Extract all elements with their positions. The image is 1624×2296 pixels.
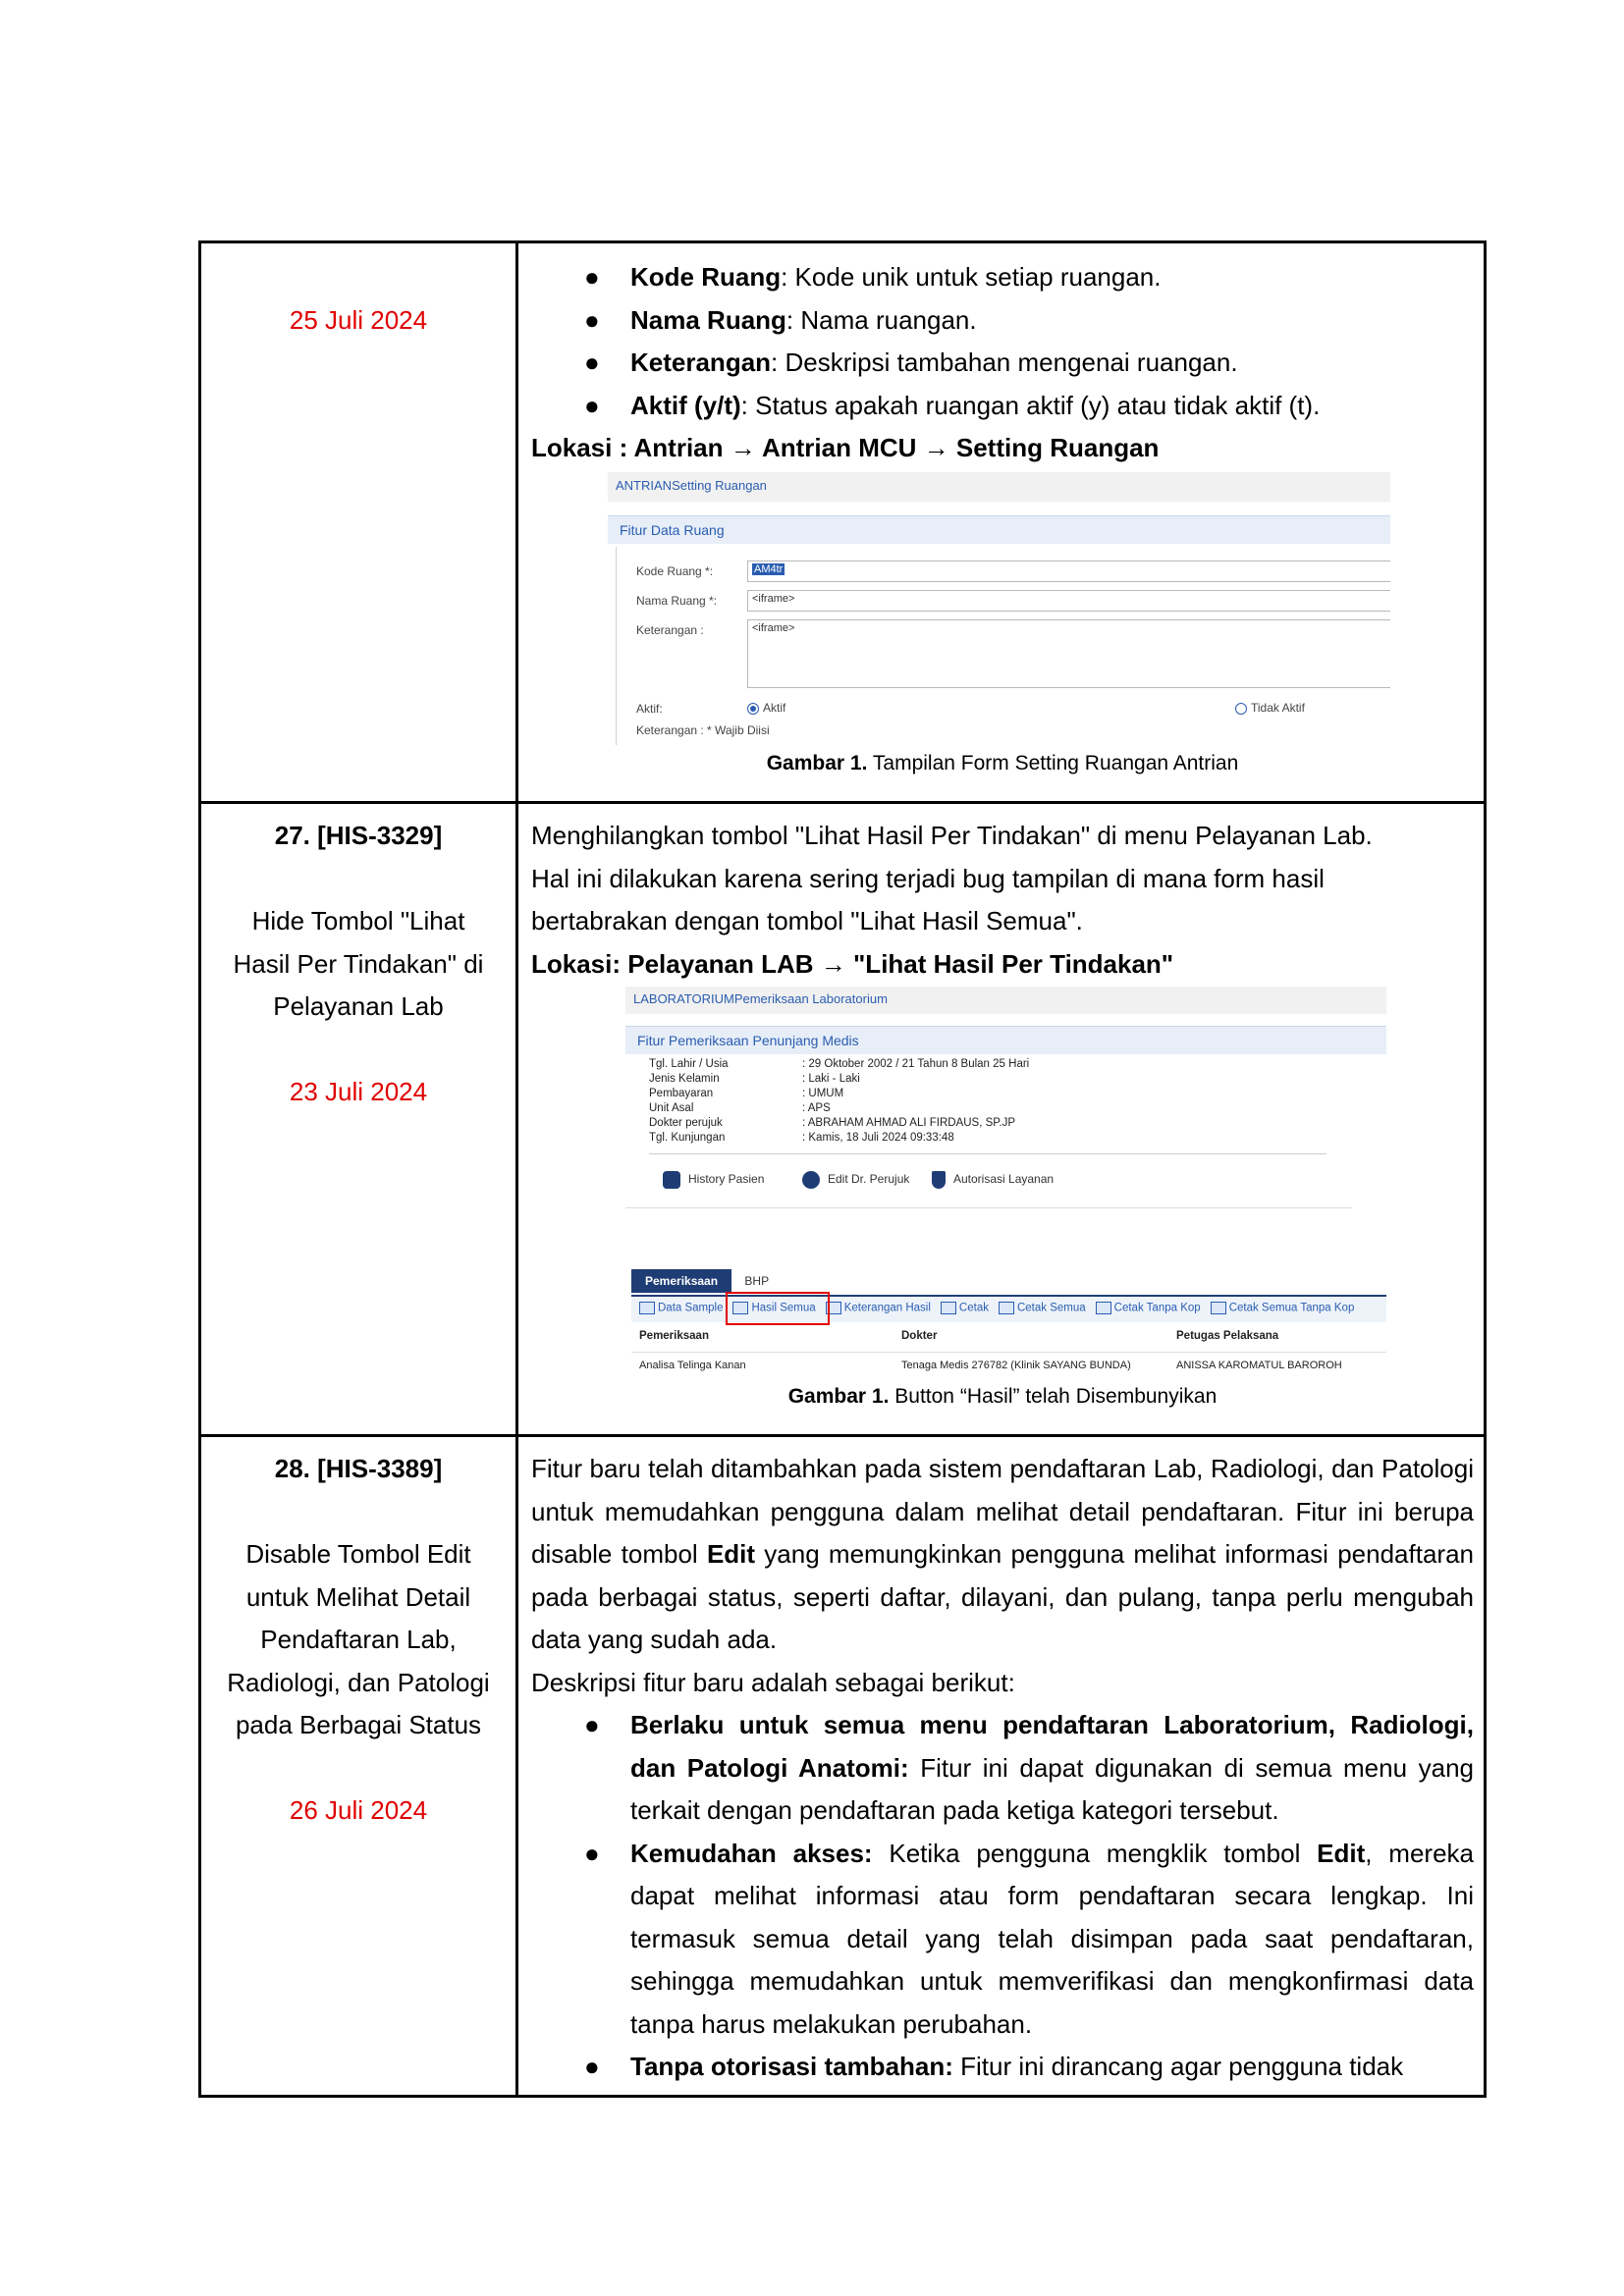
row1-content	[531, 256, 1474, 470]
row2-content	[531, 815, 1474, 986]
toolbar-label: Cetak Semua	[1016, 1303, 1086, 1314]
section-divider	[625, 1207, 1352, 1208]
keterangan-label: Keterangan :	[636, 623, 704, 637]
data-sample-button[interactable]	[639, 1302, 723, 1314]
bullet-text: : Status apakah ruangan aktif (y) atau tidak aktif (t).	[740, 390, 1321, 420]
row1-date: 25 Juli 2024	[289, 305, 428, 335]
breadcrumb-root: LABORATORIUM	[633, 991, 734, 1006]
location-path: Lokasi: Pelayanan LAB → "Lihat Hasil Per Tindakan"	[531, 948, 1174, 979]
kode-ruang-label: Kode Ruang *:	[636, 564, 714, 578]
breadcrumb	[625, 987, 1386, 1014]
tab-bar	[631, 1269, 779, 1293]
divider	[649, 1153, 1326, 1154]
figure-caption	[531, 749, 1474, 778]
bullet-item	[531, 2046, 1474, 2089]
ticket-date: 26 Juli 2024	[289, 1795, 428, 1825]
bullet-bold: Edit	[1317, 1838, 1366, 1868]
description-line: Hal ini dilakukan karena sering terjadi bug tampilan di mana form hasil	[531, 863, 1325, 893]
history-pasien-button[interactable]	[663, 1171, 764, 1189]
info-key: Dokter perujuk	[649, 1117, 723, 1129]
info-value: : ABRAHAM AHMAD ALI FIRDAUS, SP.JP	[802, 1117, 1016, 1129]
shield-icon	[932, 1171, 946, 1189]
cetak-button[interactable]	[941, 1302, 989, 1314]
aktif-label: Aktif:	[636, 702, 663, 716]
form-setting-ruangan-screenshot	[608, 472, 1390, 745]
ticket-id: 27. [HIS-3329]	[274, 821, 443, 850]
ticket-title-line: Disable Tombol Edit	[245, 1539, 471, 1569]
patient-info	[635, 1057, 1342, 1154]
bullet-term: Keterangan	[630, 347, 772, 377]
info-value: : Kamis, 18 Juli 2024 09:33:48	[802, 1132, 954, 1144]
bullet-dot: ●	[584, 304, 600, 335]
nama-ruang-label: Nama Ruang *:	[636, 594, 718, 608]
highlight-box	[726, 1292, 830, 1325]
ticket-date: 23 Juli 2024	[289, 1077, 428, 1106]
cetak-semua-button[interactable]	[999, 1302, 1086, 1314]
caption-text: Button “Hasil” telah Disembunyikan	[889, 1385, 1218, 1408]
info-key: Pembayaran	[649, 1088, 714, 1099]
caption-text: Tampilan Form Setting Ruangan Antrian	[867, 752, 1239, 774]
bullet-term: Berlaku untuk semua menu pendaftaran Laboratorium, Radiologi, dan Patologi Anatomi:	[630, 1710, 1474, 1783]
radio-tidak-aktif[interactable]	[1235, 701, 1305, 715]
calendar-icon	[639, 1302, 655, 1314]
ticket-title-line: Pendaftaran Lab,	[260, 1625, 457, 1654]
doctor-icon	[802, 1171, 820, 1189]
bullet-text: Fitur ini dirancang agar pengguna tidak	[952, 2052, 1404, 2081]
bullet-text: : Kode unik untuk setiap ruangan.	[781, 262, 1162, 292]
radio-aktif[interactable]	[747, 701, 785, 715]
toolbar-label: Cetak	[958, 1303, 989, 1314]
bullet-item	[531, 299, 1474, 343]
form-panel	[616, 547, 1390, 745]
figure-caption	[531, 1382, 1474, 1412]
edit-dr-perujuk-button[interactable]	[802, 1171, 909, 1189]
kode-ruang-value: AM4tr	[754, 563, 784, 575]
keterangan-hasil-button[interactable]	[826, 1302, 931, 1314]
autorisasi-layanan-label: Autorisasi Layanan	[953, 1172, 1055, 1187]
cetak-semua-tanpa-kop-button[interactable]	[1211, 1302, 1355, 1314]
table-cell: Analisa Telinga Kanan	[639, 1360, 746, 1371]
description-title: Deskripsi fitur baru adalah sebagai berikut:	[531, 1667, 1015, 1697]
row-divider	[201, 1434, 1484, 1437]
table-header-divider	[631, 1352, 1386, 1353]
table-cell: ANISSA KAROMATUL BAROROH	[1176, 1360, 1342, 1371]
info-key: Jenis Kelamin	[649, 1073, 720, 1085]
tab-pemeriksaan[interactable]: Pemeriksaan	[631, 1269, 731, 1293]
printer-icon	[941, 1302, 956, 1314]
column-header: Pemeriksaan	[639, 1330, 709, 1342]
bullet-item	[531, 342, 1474, 385]
bullet-dot: ●	[584, 1710, 600, 1739]
toolbar-label: Cetak Tanpa Kop	[1113, 1303, 1201, 1314]
column-divider	[515, 243, 518, 2095]
bullet-item	[531, 1704, 1474, 1833]
toolbar-label: Keterangan Hasil	[843, 1303, 931, 1314]
bullet-term: Nama Ruang	[630, 304, 786, 335]
required-note: Keterangan : * Wajib Diisi	[636, 723, 770, 737]
kode-ruang-input[interactable]	[747, 561, 1390, 582]
location-path: Lokasi : Antrian → Antrian MCU → Setting Ruangan	[531, 433, 1160, 462]
info-key: Unit Asal	[649, 1102, 694, 1114]
changelog-table	[198, 240, 1487, 2098]
info-row	[649, 1087, 1035, 1101]
bullet-text: Fitur ini dapat digunakan di semua menu yang terkait dengan pendaftaran pada ketiga kategori tersebut.	[630, 1752, 1474, 1825]
radio-unselected-icon	[1235, 703, 1247, 715]
history-pasien-label: History Pasien	[688, 1172, 765, 1187]
panel-title: Fitur Data Ruang	[608, 515, 1390, 544]
bullet-dot: ●	[584, 347, 600, 377]
info-row	[649, 1072, 1035, 1087]
radio-aktif-label: Aktif	[763, 701, 786, 715]
radio-tidak-aktif-label: Tidak Aktif	[1251, 701, 1305, 715]
breadcrumb-root: ANTRIAN	[616, 478, 673, 493]
pemeriksaan-lab-screenshot	[625, 987, 1386, 1379]
printer-icon	[999, 1302, 1014, 1314]
toolbar-label: Data Sample	[658, 1303, 724, 1314]
bullet-term: Aktif (y/t)	[630, 390, 741, 420]
bullet-dot: ●	[584, 262, 600, 292]
column-header: Petugas Pelaksana	[1176, 1330, 1279, 1342]
bullet-term: Kode Ruang	[630, 262, 782, 292]
info-row	[649, 1057, 1035, 1072]
ticket-title-line: Radiologi, dan Patologi	[227, 1667, 490, 1697]
row2-left	[201, 815, 515, 1114]
nama-ruang-input[interactable]: <iframe>	[747, 590, 1390, 612]
bullet-dot: ●	[584, 1838, 600, 1868]
info-key: Tgl. Lahir / Usia	[649, 1058, 729, 1070]
autorisasi-layanan-button[interactable]	[932, 1171, 1054, 1189]
bullet-text: , mereka dapat melihat informasi atau form pendaftaran secara lengkap. Ini termasuk semua detail yang telah disimpan pada saat pendaftaran, sehingga memudahkan untuk memverifikasi dan mengkonfirmasi data tanpa harus melakukan perubahan.	[630, 1838, 1474, 2039]
column-header: Dokter	[901, 1330, 938, 1342]
intro-text: yang memungkinkan pengguna melihat informasi pendaftaran pada berbagai status, seperti daftar, dilayani, dan pulang, tanpa perlu mengubah data yang sudah ada.	[531, 1539, 1474, 1654]
ticket-title-line: Hide Tombol "Lihat	[251, 906, 465, 935]
edit-dr-perujuk-label: Edit Dr. Perujuk	[828, 1172, 910, 1187]
radio-selected-icon	[747, 703, 759, 715]
tab-bhp[interactable]: BHP	[744, 1274, 770, 1288]
intro-bold: Edit	[706, 1539, 756, 1569]
info-row	[649, 1116, 1035, 1131]
toolbar-label: Hasil Semua	[751, 1303, 816, 1314]
caption-label: Gambar 1.	[787, 1385, 890, 1408]
breadcrumb-link[interactable]: Pemeriksaan Laboratorium	[733, 991, 888, 1006]
printer-icon	[1096, 1302, 1111, 1314]
bullet-text: : Nama ruangan.	[785, 304, 977, 335]
ticket-title-line: untuk Melihat Detail	[245, 1581, 471, 1612]
caption-label: Gambar 1.	[766, 752, 868, 774]
intro-text: Fitur baru telah ditambahkan pada sistem pendaftaran Lab, Radiologi, dan Patologi untuk memudahkan pengguna dalam melihat detail pendaftaran. Fitur ini berupa disable tombol	[531, 1454, 1474, 1569]
info-value: : Laki - Laki	[802, 1073, 860, 1085]
bullet-text: : Deskripsi tambahan mengenai ruangan.	[771, 347, 1238, 377]
bullet-text: Ketika pengguna mengklik tombol	[872, 1838, 1318, 1868]
intro-paragraph	[531, 1448, 1474, 1662]
info-row	[649, 1131, 1035, 1146]
info-value: : APS	[802, 1102, 831, 1114]
ticket-id: 28. [HIS-3389]	[274, 1454, 443, 1483]
bullet-item	[531, 385, 1474, 428]
row-divider	[201, 801, 1484, 804]
info-value: : 29 Oktober 2002 / 21 Tahun 8 Bulan 25 Hari	[802, 1058, 1030, 1070]
breadcrumb	[608, 472, 1390, 502]
panel-title: Fitur Pemeriksaan Penunjang Medis	[625, 1026, 1386, 1054]
history-icon	[663, 1171, 680, 1189]
info-key: Tgl. Kunjungan	[649, 1132, 726, 1144]
printer-icon	[1211, 1302, 1226, 1314]
bullet-term: Kemudahan akses:	[630, 1838, 873, 1868]
ticket-title-line: Hasil Per Tindakan" di	[233, 948, 484, 979]
bullet-item	[531, 256, 1474, 299]
info-value: : UMUM	[802, 1088, 844, 1099]
bullet-dot: ●	[584, 2052, 600, 2081]
bullet-dot: ●	[584, 390, 600, 420]
ticket-title-line: pada Berbagai Status	[235, 1710, 482, 1739]
description-line: bertabrakan dengan tombol "Lihat Hasil Semua".	[531, 906, 1083, 935]
breadcrumb-link[interactable]: Setting Ruangan	[672, 478, 767, 493]
info-row	[649, 1101, 1035, 1116]
row3-content	[531, 1448, 1474, 2089]
bullet-term: Tanpa otorisasi tambahan:	[630, 2052, 953, 2081]
keterangan-textarea[interactable]: <iframe>	[747, 619, 1390, 688]
description-line: Menghilangkan tombol "Lihat Hasil Per Tindakan" di menu Pelayanan Lab.	[531, 821, 1373, 850]
bullet-item	[531, 1833, 1474, 2047]
cetak-tanpa-kop-button[interactable]	[1096, 1302, 1201, 1314]
toolbar-label: Cetak Semua Tanpa Kop	[1228, 1303, 1355, 1314]
ticket-title-line: Pelayanan Lab	[273, 991, 444, 1021]
row3-left	[201, 1448, 515, 1833]
table-cell: Tenaga Medis 276782 (Klinik SAYANG BUNDA)	[901, 1360, 1131, 1371]
